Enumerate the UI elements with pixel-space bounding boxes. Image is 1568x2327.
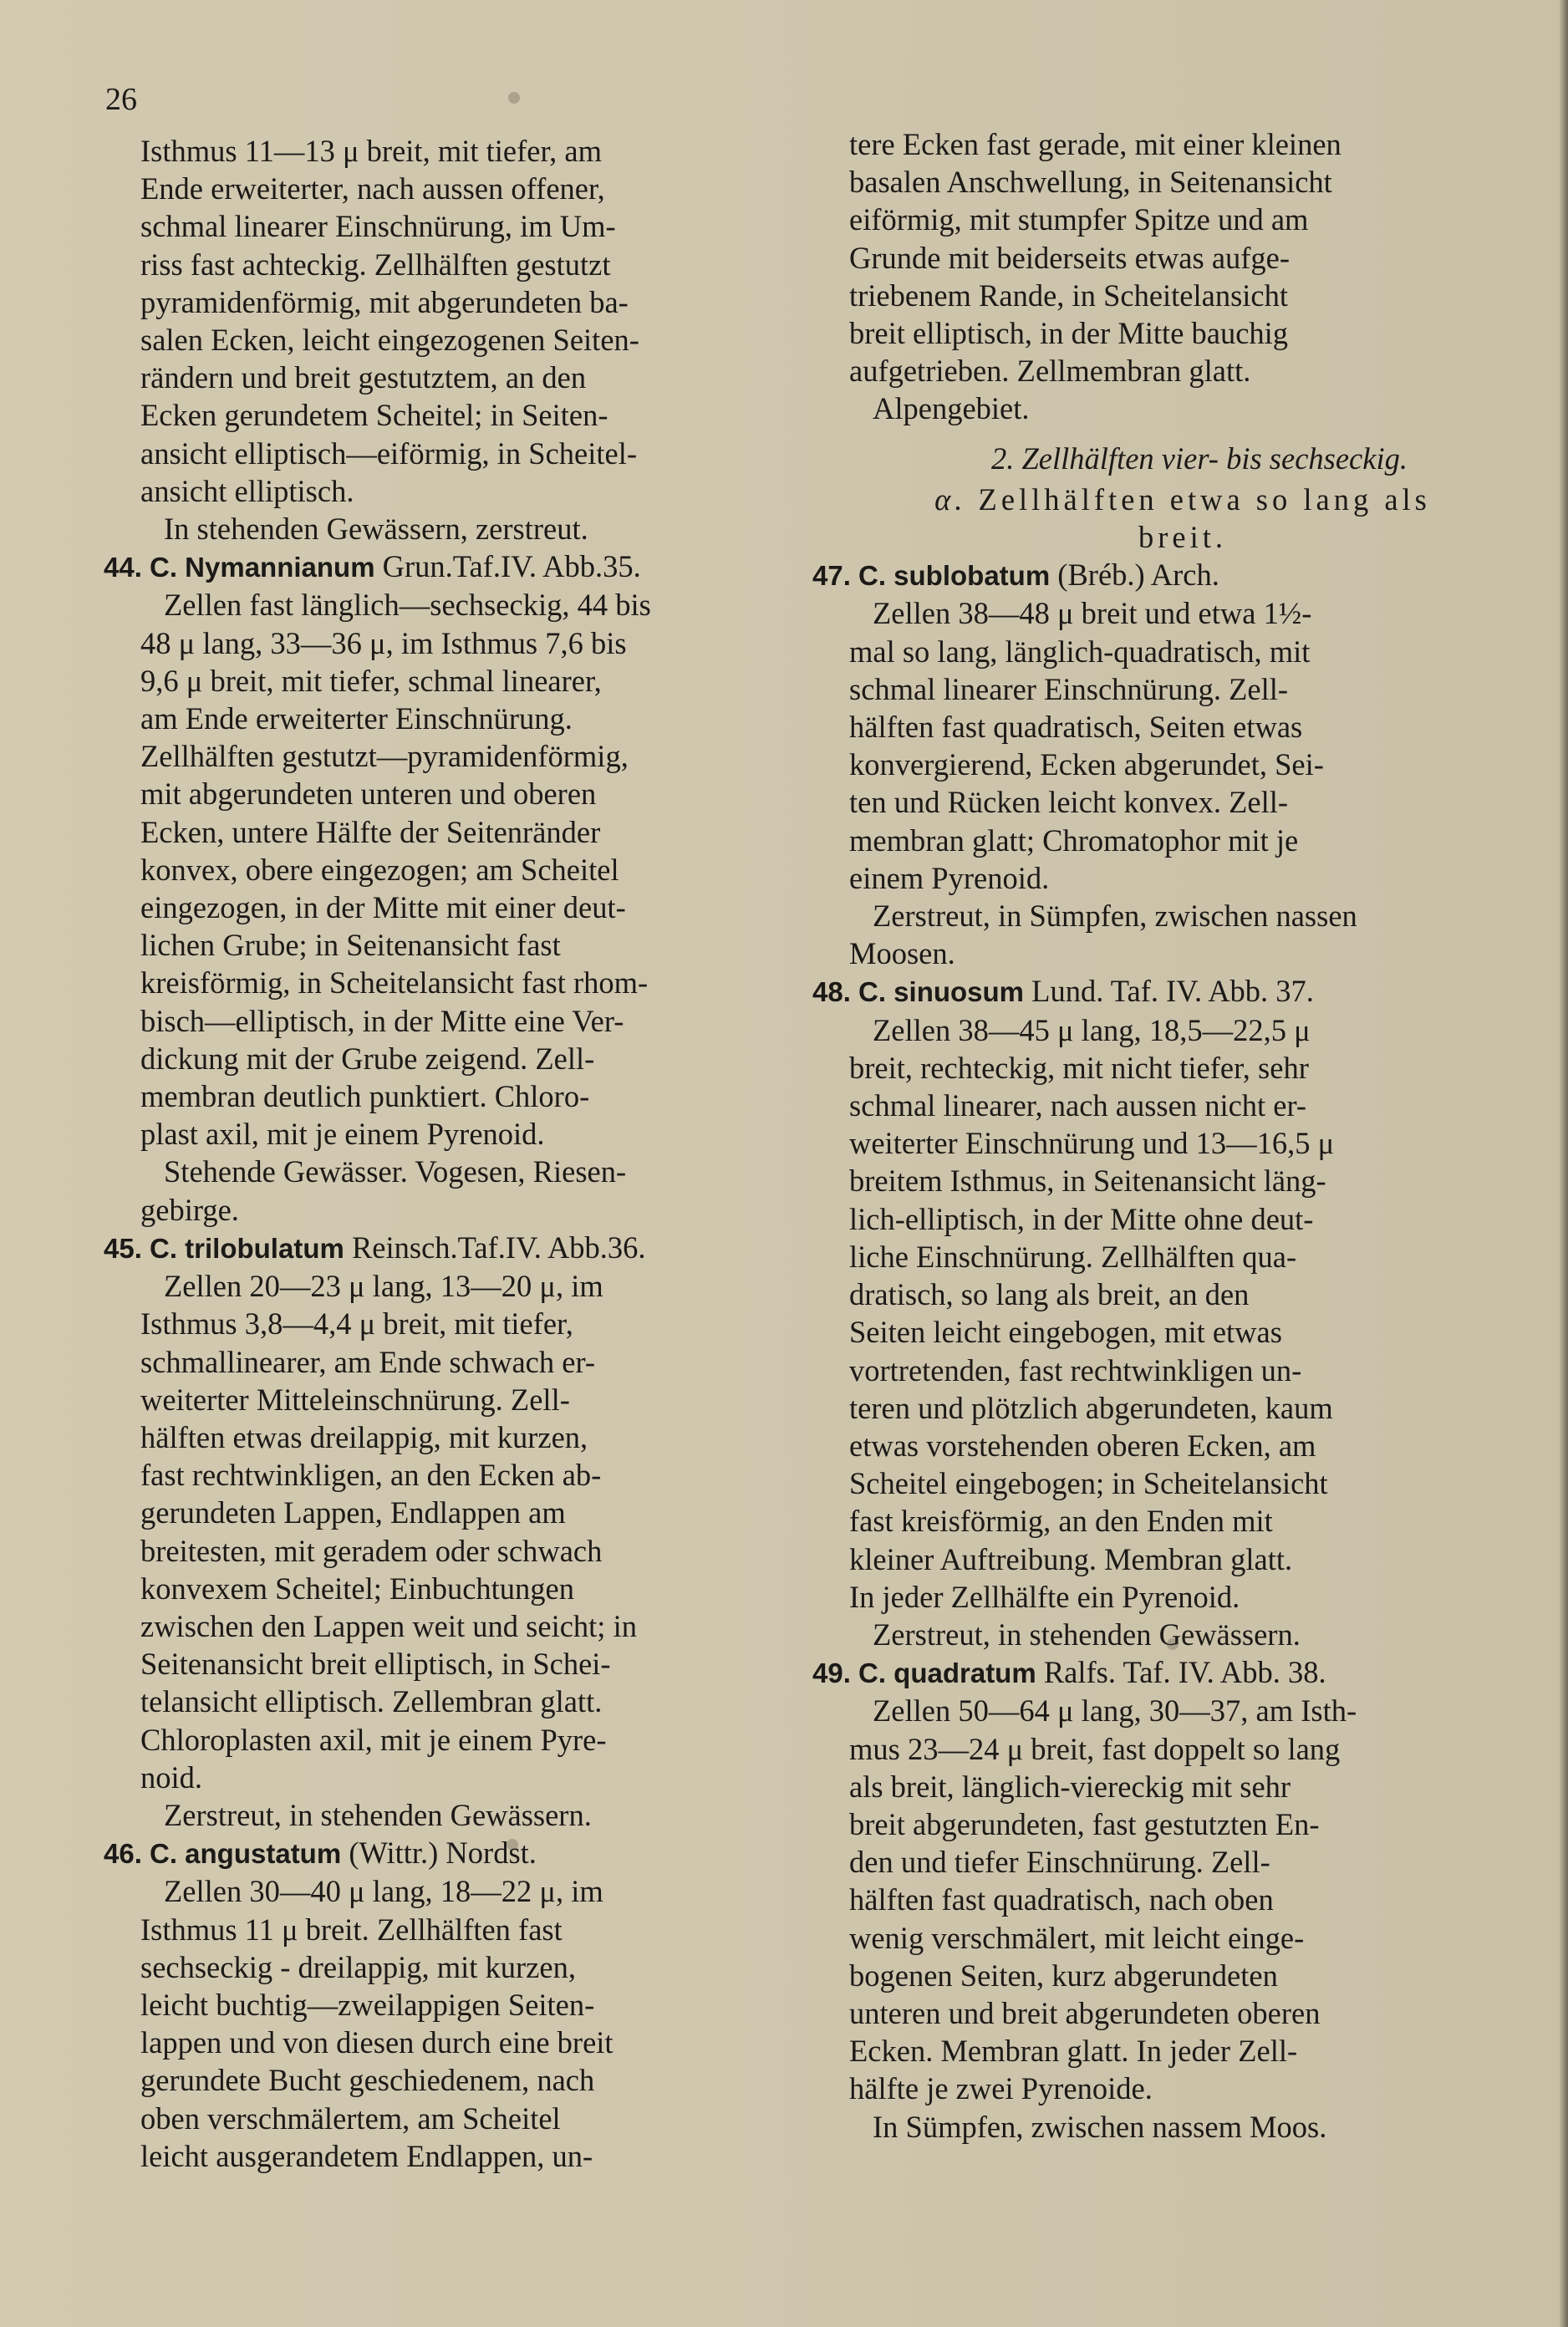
entry-number: 45. bbox=[104, 1232, 142, 1264]
text-line: Zellhälften gestutzt—pyramidenförmig, bbox=[140, 739, 629, 774]
species-authority: Reinsch.Taf.IV. Abb.36. bbox=[351, 1230, 646, 1265]
text-line: liche Einschnürung. Zellhälften qua- bbox=[849, 1239, 1297, 1274]
text-line: 48 μ lang, 33—36 μ, im Isthmus 7,6 bis bbox=[140, 625, 627, 660]
habitat-line: In stehenden Gewässern, zerstreut. bbox=[164, 512, 588, 547]
text-line: breitem Isthmus, in Seitenansicht läng- bbox=[849, 1164, 1326, 1199]
subsection-line bbox=[849, 481, 1516, 518]
text-line: riss fast achteckig. Zellhälften gestutzt bbox=[140, 247, 611, 282]
species-name: C. quadratum bbox=[858, 1657, 1036, 1689]
text-line: etwas vorstehenden oberen Ecken, am bbox=[849, 1428, 1316, 1463]
text-line: kleiner Auftreibung. Membran glatt. bbox=[849, 1541, 1293, 1576]
text-line: Chloroplasten axil, mit je einem Pyre- bbox=[140, 1722, 607, 1757]
entry-number: 44. bbox=[104, 552, 142, 583]
text-line: Seiten leicht eingebogen, mit etwas bbox=[849, 1315, 1282, 1350]
text-line: Zellen 20—23 μ lang, 13—20 μ, im bbox=[164, 1269, 603, 1304]
text-line: kreisförmig, in Scheitelansicht fast rhom- bbox=[140, 965, 649, 1001]
entry-heading bbox=[104, 547, 807, 586]
text-line: oben verschmälertem, am Scheitel bbox=[140, 2100, 561, 2136]
text-line: plast axil, mit je einem Pyrenoid. bbox=[140, 1117, 545, 1152]
text-line: Zellen 38—45 μ lang, 18,5—22,5 μ bbox=[873, 1012, 1311, 1047]
entry-47 bbox=[812, 556, 1516, 972]
text-line: ansicht elliptisch—eiförmig, in Scheitel- bbox=[140, 435, 637, 471]
subsection-marker: α. bbox=[934, 481, 967, 517]
text-line: konvex, obere eingezogen; am Scheitel bbox=[140, 852, 619, 887]
text-line: gerundeten Lappen, Endlappen am bbox=[140, 1495, 566, 1530]
text-line: triebenem Rande, in Scheitelansicht bbox=[849, 278, 1289, 313]
text-line: eingezogen, in der Mitte mit einer deut- bbox=[140, 890, 626, 925]
species-authority: Lund. Taf. IV. Abb. 37. bbox=[1031, 974, 1314, 1009]
text-line: hälfte je zwei Pyrenoide. bbox=[849, 2071, 1153, 2106]
text-line: membran glatt; Chromatophor mit je bbox=[849, 822, 1299, 858]
page-edge bbox=[1560, 0, 1568, 2327]
ink-blot bbox=[507, 1839, 518, 1851]
text-line: teren und plötzlich abgerundeten, kaum bbox=[849, 1390, 1333, 1425]
species-name: C. angustatum bbox=[150, 1838, 342, 1870]
ink-blot bbox=[1167, 1638, 1179, 1650]
habitat-line: Zerstreut, in stehenden Gewässern. bbox=[873, 1617, 1301, 1652]
text-line: zwischen den Lappen weit und seicht; in bbox=[140, 1608, 637, 1643]
text-line: lich-elliptisch, in der Mitte ohne deut- bbox=[849, 1201, 1314, 1236]
text-line: konvexem Scheitel; Einbuchtungen bbox=[140, 1571, 574, 1606]
subsection-line: breit. bbox=[1138, 520, 1227, 555]
species-authority: Grun.Taf.IV. Abb.35. bbox=[382, 549, 641, 584]
habitat-line: gebirge. bbox=[140, 1192, 239, 1227]
entry-number: 49. bbox=[812, 1657, 851, 1689]
text-line: leicht buchtig—zweilappigen Seiten- bbox=[140, 1987, 595, 2022]
text-line: basalen Anschwellung, in Seitenansicht bbox=[849, 165, 1332, 200]
text-line: Zellen 38—48 μ breit und etwa 1½- bbox=[873, 596, 1312, 631]
text-line: Ende erweiterter, nach aussen offener, bbox=[140, 171, 605, 206]
text-line: Isthmus 11—13 μ breit, mit tiefer, am bbox=[140, 134, 602, 168]
entry-heading bbox=[812, 972, 1516, 1011]
text-line: am Ende erweiterter Einschnürung. bbox=[140, 701, 573, 736]
text-line: aufgetrieben. Zellmembran glatt. bbox=[849, 354, 1251, 389]
text-line: rändern und breit gestutztem, an den bbox=[140, 360, 587, 395]
text-line: dickung mit der Grube zeigend. Zell- bbox=[140, 1041, 595, 1076]
entry-45 bbox=[104, 1229, 807, 1834]
habitat-line: Zerstreut, in Sümpfen, zwischen nassen bbox=[873, 899, 1357, 934]
entry-46 bbox=[104, 1834, 807, 2175]
species-name: C. sinuosum bbox=[858, 976, 1025, 1008]
species-authority: (Bréb.) Arch. bbox=[1057, 558, 1219, 593]
text-line: breit, rechteckig, mit nicht tiefer, sehr bbox=[849, 1050, 1309, 1085]
entry-heading bbox=[104, 1834, 807, 1872]
text-line: mal so lang, länglich-quadratisch, mit bbox=[849, 634, 1311, 669]
entry-48 bbox=[812, 972, 1516, 1653]
text-line: 9,6 μ breit, mit tiefer, schmal linearer, bbox=[140, 663, 602, 698]
text-line: den und tiefer Einschnürung. Zell- bbox=[849, 1845, 1270, 1880]
text-line: leicht ausgerandetem Endlappen, un- bbox=[140, 2138, 593, 2173]
text-line: Ecken, untere Hälfte der Seitenränder bbox=[140, 814, 601, 849]
text-line: Grunde mit beiderseits etwas aufge- bbox=[849, 240, 1291, 275]
entry-44 bbox=[104, 547, 807, 1229]
text-line: Zellen fast länglich—sechseckig, 44 bis bbox=[164, 588, 651, 623]
text-line: weiterter Mitteleinschnürung. Zell- bbox=[140, 1382, 570, 1417]
text-line: weiterter Einschnürung und 13—16,5 μ bbox=[849, 1126, 1335, 1161]
text-line: Zellen 50—64 μ lang, 30—37, am Isth- bbox=[873, 1693, 1357, 1729]
text-line: fast rechtwinkligen, an den Ecken ab- bbox=[140, 1458, 602, 1493]
text-line: als breit, länglich-viereckig mit sehr bbox=[849, 1769, 1291, 1804]
habitat-line: Zerstreut, in stehenden Gewässern. bbox=[164, 1797, 592, 1832]
entry-heading bbox=[812, 556, 1516, 594]
text-line: Zellen 30—40 μ lang, 18—22 μ, im bbox=[164, 1874, 603, 1909]
text-line: breitesten, mit geradem oder schwach bbox=[140, 1533, 603, 1568]
text-line: mus 23—24 μ breit, fast doppelt so lang bbox=[849, 1731, 1341, 1766]
text-line: einem Pyrenoid. bbox=[849, 860, 1050, 895]
text-line: In jeder Zellhälfte ein Pyrenoid. bbox=[849, 1579, 1240, 1614]
text-line: konvergierend, Ecken abgerundet, Sei- bbox=[849, 747, 1324, 782]
entry-heading bbox=[812, 1653, 1516, 1692]
text-line: lappen und von diesen durch eine breit bbox=[140, 2025, 613, 2060]
species-name: C. trilobulatum bbox=[150, 1232, 344, 1264]
text-line: pyramidenförmig, mit abgerundeten ba- bbox=[140, 284, 629, 319]
page-number: 26 bbox=[105, 82, 137, 117]
continued-description bbox=[140, 132, 807, 547]
text-line: Isthmus 11 μ breit. Zellhälften fast bbox=[140, 1912, 563, 1947]
text-line: eiförmig, mit stumpfer Spitze und am bbox=[849, 202, 1309, 237]
text-line: Ecken gerundetem Scheitel; in Seiten- bbox=[140, 398, 608, 433]
left-column bbox=[104, 132, 807, 2175]
text-line: membran deutlich punktiert. Chloro- bbox=[140, 1079, 590, 1114]
species-authority: Ralfs. Taf. IV. Abb. 38. bbox=[1043, 1655, 1326, 1690]
text-line: schmal linearer Einschnürung, im Um- bbox=[140, 209, 616, 244]
text-line: schmal linearer Einschnürung. Zell- bbox=[849, 671, 1289, 706]
text-line: hälften fast quadratisch, nach oben bbox=[849, 1882, 1274, 1917]
text-line: hälften etwas dreilappig, mit kurzen, bbox=[140, 1419, 588, 1454]
text-line: ten und Rücken leicht konvex. Zell- bbox=[849, 785, 1289, 820]
text-line: ansicht elliptisch. bbox=[140, 473, 354, 508]
ink-blot bbox=[508, 92, 520, 104]
text-line: Isthmus 3,8—4,4 μ breit, mit tiefer, bbox=[140, 1306, 573, 1342]
right-column bbox=[812, 125, 1516, 2146]
text-line: bisch—elliptisch, in der Mitte eine Ver- bbox=[140, 1003, 624, 1038]
text-line: telansicht elliptisch. Zellembran glatt. bbox=[140, 1684, 603, 1719]
text-line: Scheitel eingebogen; in Scheitelansicht bbox=[849, 1466, 1328, 1501]
entry-number: 46. bbox=[104, 1838, 142, 1870]
subsection-heading bbox=[849, 481, 1516, 556]
text-line: Ecken. Membran glatt. In jeder Zell- bbox=[849, 2034, 1298, 2069]
text-line: vortretenden, fast rechtwinkligen un- bbox=[849, 1352, 1302, 1388]
text-line: noid. bbox=[140, 1759, 203, 1795]
text-line: unteren und breit abgerundeten oberen bbox=[849, 1995, 1321, 2030]
subsection-text: Zellhälften etwa so lang als bbox=[978, 481, 1431, 517]
text-line: bogenen Seiten, kurz abgerundeten bbox=[849, 1958, 1278, 1993]
text-line: fast kreisförmig, an den Enden mit bbox=[849, 1504, 1273, 1539]
entry-49 bbox=[812, 1653, 1516, 2146]
text-line: hälften fast quadratisch, Seiten etwas bbox=[849, 710, 1303, 745]
text-line: schmallinearer, am Ende schwach er- bbox=[140, 1344, 596, 1379]
entry-heading bbox=[104, 1229, 807, 1267]
habitat-line: In Sümpfen, zwischen nassem Moos. bbox=[873, 2109, 1327, 2144]
text-line: lichen Grube; in Seitenansicht fast bbox=[140, 928, 561, 963]
text-line: breit abgerundeten, fast gestutzten En- bbox=[849, 1806, 1320, 1841]
species-authority: (Wittr.) Nordst. bbox=[349, 1836, 537, 1871]
text-line: salen Ecken, leicht eingezogenen Seiten- bbox=[140, 323, 639, 358]
text-line: Seitenansicht breit elliptisch, in Schei- bbox=[140, 1647, 611, 1682]
text-line: sechseckig - dreilappig, mit kurzen, bbox=[140, 1949, 576, 1984]
habitat-line: Alpengebiet. bbox=[873, 391, 1030, 426]
text-line: gerundete Bucht geschiedenem, nach bbox=[140, 2063, 595, 2098]
habitat-line: Stehende Gewässer. Vogesen, Riesen- bbox=[164, 1154, 627, 1189]
section-heading: 2. Zellhälften vier- bis sechseckig. bbox=[991, 440, 1408, 476]
text-line: schmal linearer, nach aussen nicht er- bbox=[849, 1088, 1307, 1123]
text-line: tere Ecken fast gerade, mit einer kleinen bbox=[849, 127, 1341, 161]
text-line: dratisch, so lang als breit, an den bbox=[849, 1277, 1250, 1312]
text-line: mit abgerundeten unteren und oberen bbox=[140, 777, 597, 812]
species-name: C. sublobatum bbox=[858, 560, 1051, 592]
text-line: breit elliptisch, in der Mitte bauchig bbox=[849, 316, 1289, 351]
entry-number: 47. bbox=[812, 560, 851, 592]
text-line: wenig verschmälert, mit leicht einge- bbox=[849, 1920, 1305, 1955]
species-name: C. Nymannianum bbox=[150, 552, 375, 583]
habitat-line: Moosen. bbox=[849, 936, 955, 971]
entry-number: 48. bbox=[812, 976, 851, 1008]
continued-description-46 bbox=[849, 125, 1516, 428]
